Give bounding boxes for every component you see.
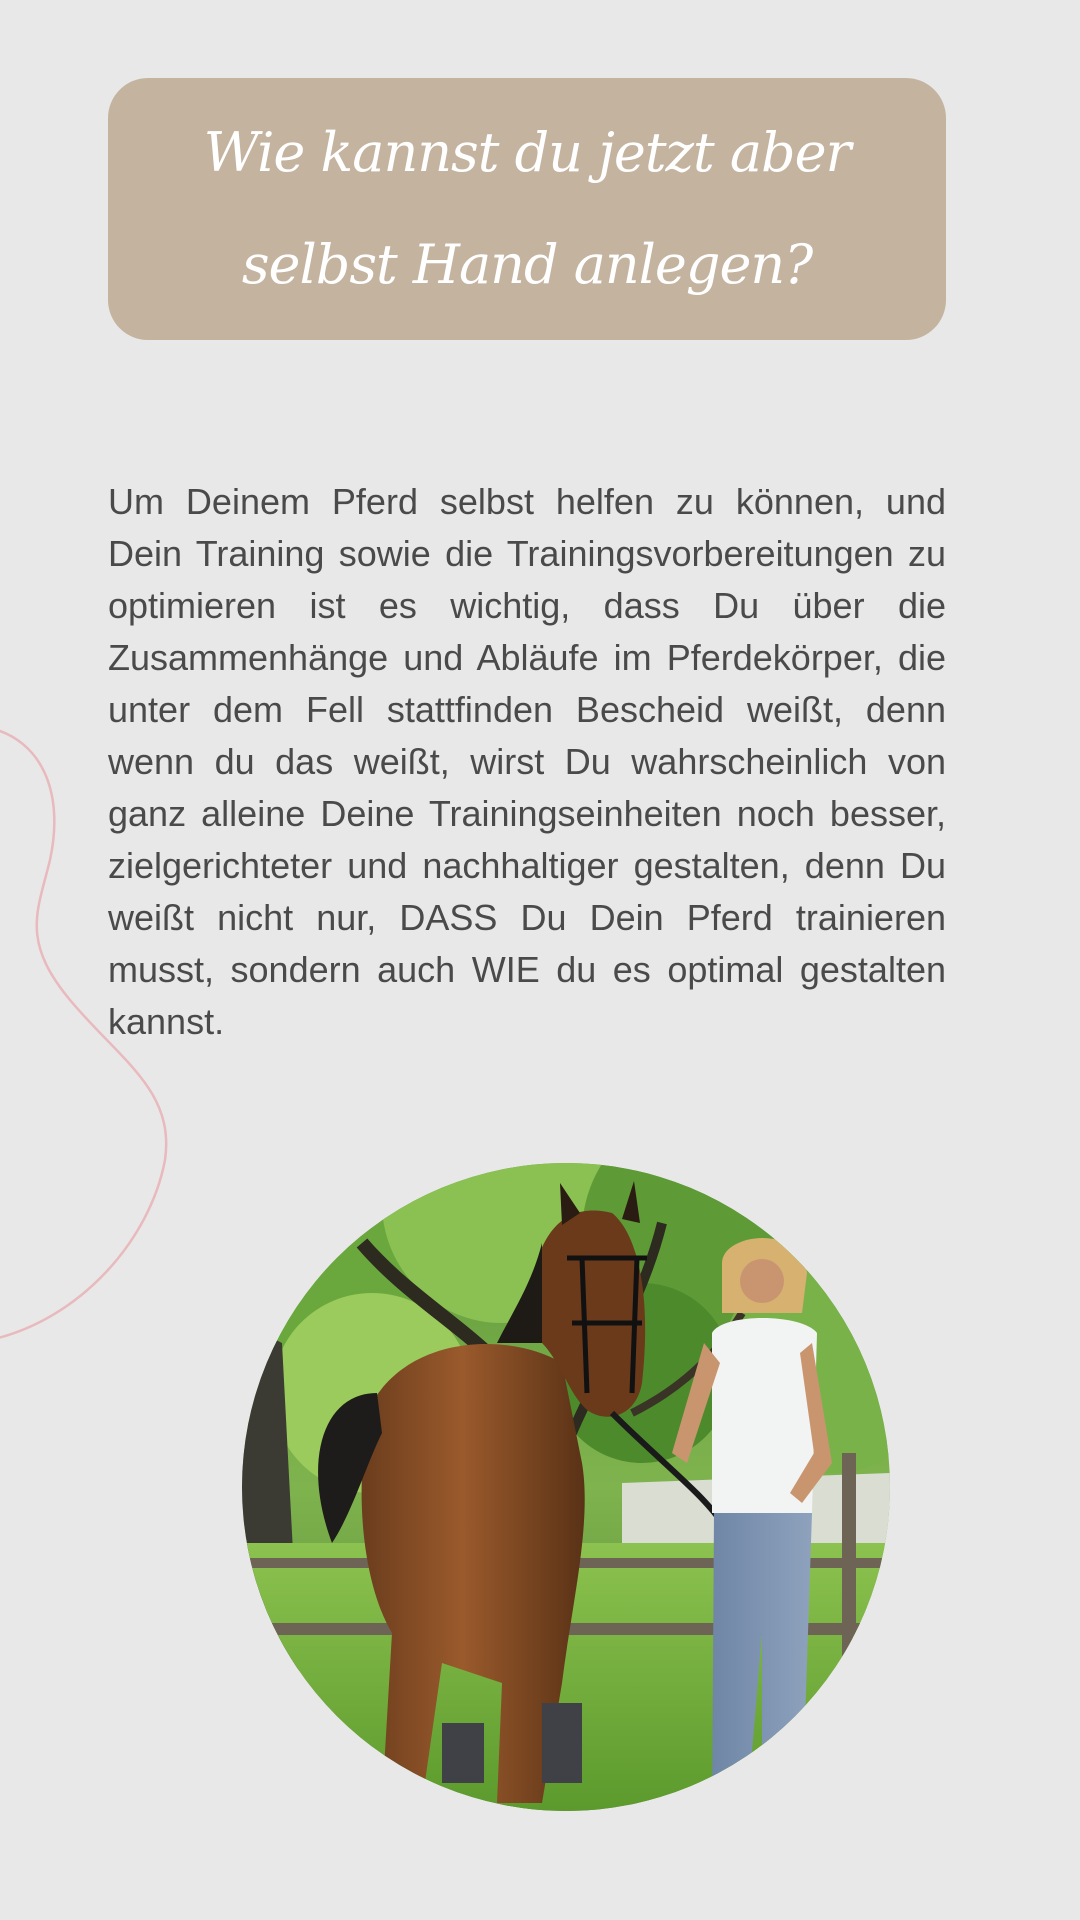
body-paragraph: Um Deinem Pferd selbst helfen zu können, und Dein Training sowie die Trainingsvorbereitungen zu optimieren ist es wichtig, dass Du über die Zusammenhänge und Abläufe im Pferdekörper, die unter dem Fell stattfinden Bescheid weißt, denn wenn du das weißt, wirst Du wahrscheinlich von ganz alleine Deine Trainingseinheiten noch besser, zielgerichteter und nachhaltiger gestalten, denn Du weißt nicht nur, DASS Du Dein Pferd trainieren musst, sondern auch WIE du es optimal gestalten kannst.: [108, 481, 946, 1042]
photo-illustration: [242, 1163, 890, 1811]
heading-banner: [108, 78, 946, 340]
page-title: [204, 97, 851, 321]
page-title-line-2: selbst Hand anlegen?: [241, 233, 813, 296]
page-title-line-1: Wie kannst du jetzt aber: [203, 121, 851, 184]
woman-with-horse-photo: [242, 1163, 890, 1811]
